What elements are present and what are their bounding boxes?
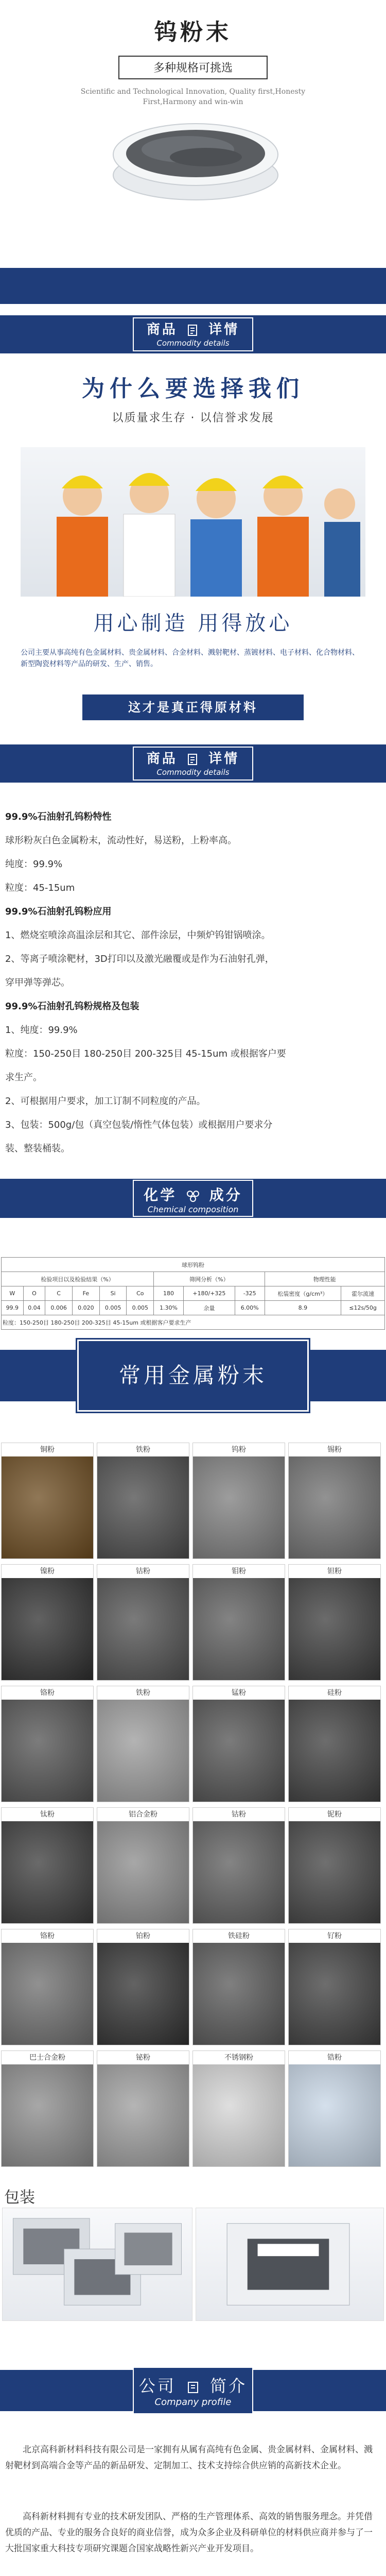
powder-card (192, 1564, 285, 1681)
section-header-product-details-2 (0, 733, 386, 794)
specs-line: 1、纯度：99.9% (5, 1025, 78, 1036)
powder-label: 锆粉 (289, 2051, 380, 2064)
why-description: 公司主要从事高纯有色金属材料、贵金属材料、合金材料、溅射靶材、蒸镀材料、电子材料、化合物材料、新型陶瓷材料等产品的研发、生产、销售。 (21, 649, 359, 668)
document-icon (187, 753, 199, 766)
company-paragraph: 高科新材料拥有专业的技术研发团队、严格的生产管理体系、高效的销售服务理念。并凭借优质的产品、专业的服务合良好的商业信誉，成为众多企业及科研单位的材料供应商并参与了一大批国家重大科技专项研究课题合国家战略性新兴产业开发项目。 (5, 2512, 373, 2554)
powder-card (288, 1564, 381, 1681)
powder-card (1, 1686, 94, 1802)
table-cell: 0.020 (72, 1301, 99, 1315)
table-column-header: 霍尔流速 (341, 1286, 385, 1301)
features-line: 球形粉灰白色金属粉末，流动性好，易送粉，上粉率高。 (5, 835, 237, 846)
powder-label: 钨粉 (193, 1443, 285, 1456)
powders-header (0, 1329, 386, 1432)
powder-card (1, 1807, 94, 1924)
section-title-left: 公司 (138, 2376, 176, 2396)
powder-card (97, 1443, 189, 1559)
table-cell: 1.30% (154, 1301, 184, 1315)
powder-label: 铁粉 (97, 1686, 189, 1700)
hero-english-line-1: Scientific and Technological Innovation, Quality first,Honesty (80, 88, 306, 96)
section-title-left: 商品 (146, 322, 178, 337)
specs-line: 粒度：150-250目 180-250目 200-325目 45-15um 或根据客户要 (5, 1048, 286, 1059)
powder-image (2, 1821, 93, 1924)
powder-card (288, 1443, 381, 1559)
powder-image (193, 1578, 285, 1681)
section-header-company-profile (0, 2354, 386, 2427)
powder-image (193, 1456, 285, 1559)
powder-image (2, 1943, 93, 2045)
powder-card (1, 1564, 94, 1681)
table-note: 粒度：150-250目 180-250目 200-325目 45-15um 或根据客户要求生产 (2, 1315, 385, 1330)
section-title (134, 1184, 252, 1205)
section-title (134, 321, 252, 338)
specs-line: 2、可根据用户要求，加工订制不同粒度的产品。 (5, 1096, 206, 1107)
powder-card (1, 2050, 94, 2167)
powder-card (1, 1929, 94, 2045)
hero-bottom-band (0, 268, 386, 304)
section-subtitle: Chemical composition (147, 1205, 239, 1214)
section-title-right: 详情 (208, 751, 240, 767)
table-title: 球形钨粉 (2, 1258, 385, 1272)
table-cell: ≤12s/50g (341, 1301, 385, 1315)
powder-label: 镍粉 (2, 1565, 93, 1578)
table-column-header: Fe (72, 1286, 99, 1301)
table-cell: 0.006 (45, 1301, 73, 1315)
powder-card (288, 1686, 381, 1802)
table-cell: 8.9 (265, 1301, 341, 1315)
powder-card (97, 1564, 189, 1681)
applications-line: 1、燃烧室喷涂高温涂层和其它、部件涂层，中频炉钨钳锅喷涂。 (5, 930, 271, 941)
powder-label: 钽粉 (289, 1565, 380, 1578)
hero-english-line-2: First,Harmony and win-win (143, 98, 243, 106)
applications-line: 穿甲弹等弹芯。 (5, 977, 70, 988)
powder-image (2, 1456, 93, 1559)
table-column-header: Si (99, 1286, 127, 1301)
powder-image (193, 2064, 285, 2167)
features-line: 粒度：45-15um (5, 883, 75, 893)
table-column-header: O (23, 1286, 45, 1301)
powder-label: 钴粉 (193, 1808, 285, 1821)
table-cell: 余量 (183, 1301, 235, 1315)
table-cell: 99.9 (2, 1301, 24, 1315)
powder-label: 钌粉 (289, 1929, 380, 1943)
section-header-product-details (0, 304, 386, 365)
table-column-header: Co (127, 1286, 154, 1301)
why-title: 为什么要选择我们 (82, 376, 304, 402)
document-icon (187, 324, 199, 336)
powder-image (289, 2064, 380, 2167)
powders-title: 常用金属粉末 (77, 1340, 309, 1412)
powder-dish-image (111, 98, 280, 206)
powder-label: 铬粉 (2, 1929, 93, 1943)
section-title-right: 简介 (210, 2376, 248, 2396)
powder-label: 钼粉 (193, 1565, 285, 1578)
section-title-box (133, 747, 253, 781)
powder-image (289, 1821, 380, 1924)
powder-label: 锡粉 (289, 1443, 380, 1456)
powder-card (192, 1929, 285, 2045)
powder-image (193, 1700, 285, 1802)
powder-card (192, 1686, 285, 1802)
powder-card (192, 1807, 285, 1924)
powder-label: 铁硅粉 (193, 1929, 285, 1943)
applications-heading: 99.9%石油射孔钨粉应用 (5, 906, 112, 917)
specs-line: 3、包装：500g/包（真空包装/惰性气体包装）或根据用户要求分 (5, 1120, 273, 1130)
powder-image (193, 1821, 285, 1924)
powder-image (289, 1700, 380, 1802)
hero-subtitle-box: 多种规格可挑选 (118, 56, 268, 79)
section-subtitle: Commodity details (156, 338, 230, 348)
section-subtitle: Commodity details (156, 768, 230, 777)
packaging-title: 包装 (4, 2189, 35, 2207)
table-column-header: 松装密度（g/cm³） (265, 1286, 341, 1301)
section-title-box (133, 317, 253, 351)
powder-label: 铌粉 (289, 1808, 380, 1821)
powder-card (288, 2050, 381, 2167)
table-group-header: 检验项目以及检验结果（%） (2, 1272, 154, 1286)
powder-label: 硅粉 (289, 1686, 380, 1700)
powder-image (97, 1700, 189, 1802)
section-title-left: 化学 (144, 1187, 177, 1204)
powder-label: 巴士合金粉 (2, 2051, 93, 2064)
powder-card (1, 1443, 94, 1559)
powder-card (97, 1686, 189, 1802)
powder-card (288, 1929, 381, 2045)
section-subtitle: Company profile (154, 2397, 232, 2408)
applications-line: 2、等离子喷涂靶材，3D打印以及激光融覆或是作为石油射孔弹， (5, 954, 274, 964)
powder-card (97, 2050, 189, 2167)
powder-label: 铁粉 (97, 1443, 189, 1456)
why-choose-us-section (0, 365, 386, 733)
table-cell: 6.00% (235, 1301, 265, 1315)
why-slogan: 用心制造 用得放心 (93, 612, 293, 635)
packaging-bags-image (2, 2208, 192, 2321)
powder-card (288, 1807, 381, 1924)
table-cell: 0.04 (23, 1301, 45, 1315)
page-title: 钨粉末 (154, 19, 232, 45)
powder-image (97, 1578, 189, 1681)
table-column-header: 180 (154, 1286, 184, 1301)
table-cell: 0.005 (127, 1301, 154, 1315)
powder-label: 铬粉 (2, 1686, 93, 1700)
hero-section (0, 0, 386, 304)
genuine-material-banner: 这才是真正得原材料 (82, 694, 304, 720)
powder-image (289, 1456, 380, 1559)
powder-image (2, 1700, 93, 1802)
table-group-header: 物理性能 (265, 1272, 384, 1286)
powder-label: 不锈钢粉 (193, 2051, 285, 2064)
section-title (134, 2373, 252, 2397)
company-paragraph: 北京高科新材料科技有限公司是一家拥有从属有高纯有色金属、贵金属材料、金属材料、溅射靶材到高端合金等产品的新品研发、定制加工、技术支持综合供应销的高新技术企业。 (5, 2445, 373, 2471)
packaging-sealed-bag-image (196, 2208, 384, 2321)
powder-label: 钛粉 (2, 1808, 93, 1821)
powder-image (2, 2064, 93, 2167)
molecule-icon (186, 1190, 200, 1202)
powder-image (289, 1578, 380, 1681)
specs-line: 装、整装桶装。 (5, 1143, 70, 1154)
section-title-box (133, 1180, 253, 1217)
specs-line: 求生产。 (5, 1072, 42, 1083)
features-line: 纯度：99.9% (5, 859, 63, 870)
table-group-header: 筛网分析（%） (154, 1272, 265, 1286)
section-title-right: 详情 (208, 322, 240, 337)
powder-image (2, 1578, 93, 1681)
powder-label: 铜粉 (2, 1443, 93, 1456)
section-title-box (133, 2367, 253, 2414)
section-title-right: 成分 (209, 1187, 242, 1204)
table-column-header: +180/+325 (183, 1286, 235, 1301)
powder-image (193, 1943, 285, 2045)
powder-card (192, 2050, 285, 2167)
powder-card (97, 1807, 189, 1924)
powder-card (97, 1929, 189, 2045)
powder-label: 铋粉 (97, 2051, 189, 2064)
section-title-left: 商品 (146, 751, 178, 767)
powder-card (192, 1443, 285, 1559)
section-title (134, 751, 252, 767)
powder-label: 铝合金粉 (97, 1808, 189, 1821)
powder-label: 钴粉 (97, 1565, 189, 1578)
specs-heading: 99.9%石油射孔钨粉规格及包装 (5, 1001, 139, 1012)
composition-section (0, 1154, 386, 1330)
features-heading: 99.9%石油射孔钨粉特性 (5, 811, 112, 822)
composition-table (1, 1257, 385, 1330)
table-column-header: C (45, 1286, 73, 1301)
powder-image (97, 1456, 189, 1559)
powders-title-block (0, 1329, 386, 1432)
workers-image (21, 447, 365, 597)
building-icon (186, 2380, 200, 2394)
composition-header (0, 1154, 386, 1257)
why-subtitle: 以质量求生存 · 以信誉求发展 (112, 412, 274, 425)
powder-image (97, 1821, 189, 1924)
table-column-header: -325 (235, 1286, 265, 1301)
powder-image (289, 1943, 380, 2045)
powder-image (97, 1943, 189, 2045)
powder-image (97, 2064, 189, 2167)
powder-label: 锰粉 (193, 1686, 285, 1700)
table-column-header: W (2, 1286, 24, 1301)
powder-label: 铂粉 (97, 1929, 189, 1943)
table-cell: 0.005 (99, 1301, 127, 1315)
